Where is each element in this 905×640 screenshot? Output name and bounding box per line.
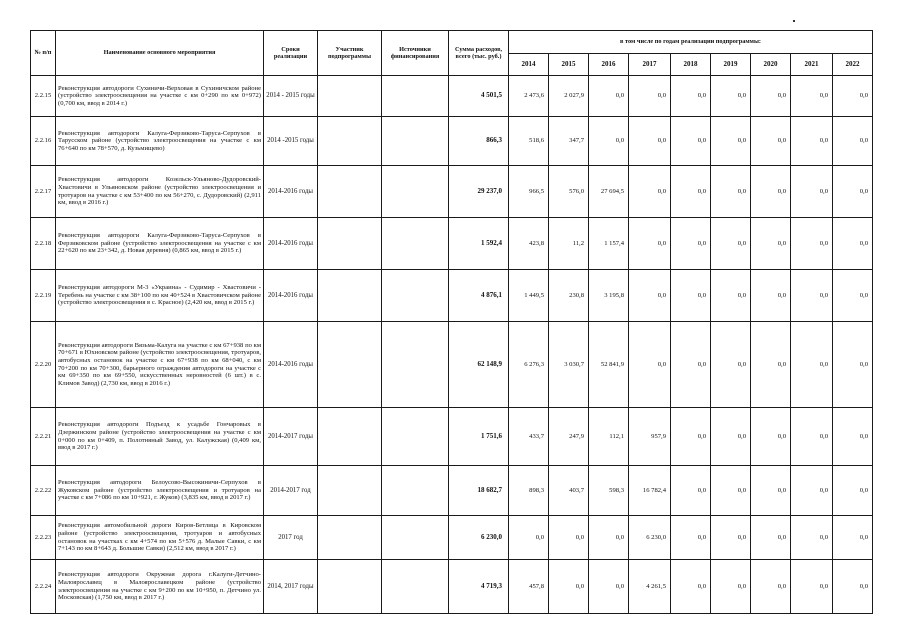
year-value-2019: 0,0 — [711, 166, 751, 218]
event-participant — [318, 76, 382, 117]
event-total: 4 876,1 — [449, 270, 509, 322]
year-value-2019: 0,0 — [711, 270, 751, 322]
year-value-2014: 518,6 — [509, 117, 549, 166]
event-period: 2014-2017 год — [264, 466, 318, 516]
event-sources — [382, 117, 449, 166]
event-sources — [382, 270, 449, 322]
event-total: 6 230,0 — [449, 516, 509, 560]
event-participant — [318, 218, 382, 270]
year-value-2016: 598,3 — [589, 466, 629, 516]
year-value-2017: 0,0 — [629, 117, 671, 166]
year-value-2020: 0,0 — [751, 76, 791, 117]
event-sources — [382, 218, 449, 270]
year-value-2016: 0,0 — [589, 560, 629, 614]
year-value-2017: 0,0 — [629, 322, 671, 408]
year-header-2016: 2016 — [589, 54, 629, 76]
table-row — [31, 466, 873, 516]
year-header-2019: 2019 — [711, 54, 751, 76]
event-period: 2017 год — [264, 516, 318, 560]
year-value-2014: 966,5 — [509, 166, 549, 218]
event-name: Реконструкция автомобильной дороги Киров-Бетлица в Кировском районе (устройство электроосвещения, тротуаров и автобусных остановок на участках с км 4+574 по км 5+576 д. Малые Савки, с км 7+143 по км 8+643 д. Большие Савки) (2,512 км, ввод в 2017 г.) — [56, 516, 264, 560]
year-value-2015: 230,8 — [549, 270, 589, 322]
year-value-2016: 0,0 — [589, 516, 629, 560]
year-value-2018: 0,0 — [671, 270, 711, 322]
year-value-2020: 0,0 — [751, 117, 791, 166]
event-sources — [382, 408, 449, 466]
year-value-2020: 0,0 — [751, 166, 791, 218]
year-value-2014: 0,0 — [509, 516, 549, 560]
year-value-2019: 0,0 — [711, 408, 751, 466]
table-row — [31, 322, 873, 408]
event-participant — [318, 408, 382, 466]
year-value-2016: 112,1 — [589, 408, 629, 466]
year-value-2014: 6 276,3 — [509, 322, 549, 408]
events-table — [30, 30, 873, 614]
year-value-2022: 0,0 — [833, 270, 873, 322]
header-row-top — [31, 31, 873, 54]
year-value-2014: 457,8 — [509, 560, 549, 614]
event-name: Реконструкция автодороги Калуга-Ферзиково-Таруса-Серпухов в Ферзиковском районе (устройство электроосвещения на участке с км 22+620 по км 23+342, д. Новая деревня) (0,865 км, ввод в 2015 г.) — [56, 218, 264, 270]
event-name: Реконструкция автодороги Вязьма-Калуга на участке с км 67+938 по км 70+671 в Юхновском районе (устройство электроосвещения, тротуаров, автобусных остановок на участке с км 67+938 по км 68+040, с км 70+200 по км 70+300, барьерного ограждения автодороги на участке с км 69+350 по км 69+550, искусственных неровностей (6 шт.) в с. Климов Завод) (2,730 км, ввод в 2016 г.) — [56, 322, 264, 408]
year-value-2022: 0,0 — [833, 117, 873, 166]
year-value-2020: 0,0 — [751, 218, 791, 270]
year-value-2022: 0,0 — [833, 516, 873, 560]
event-period: 2014, 2017 годы — [264, 560, 318, 614]
year-header-2022: 2022 — [833, 54, 873, 76]
table-row — [31, 516, 873, 560]
year-value-2015: 3 030,7 — [549, 322, 589, 408]
event-participant — [318, 516, 382, 560]
year-value-2018: 0,0 — [671, 516, 711, 560]
event-name: Реконструкция автодороги Белоусово-Высокиничи-Серпухов в Жуковском районе (устройство электроосвещения и тротуаров на участке с км 7+086 по км 10+921, г. Жуков) (3,835 км, ввод в 2017 г.) — [56, 466, 264, 516]
year-value-2018: 0,0 — [671, 560, 711, 614]
year-header-2015: 2015 — [549, 54, 589, 76]
event-total: 1 592,4 — [449, 218, 509, 270]
event-period: 2014-2017 годы — [264, 408, 318, 466]
year-value-2019: 0,0 — [711, 516, 751, 560]
year-value-2019: 0,0 — [711, 76, 751, 117]
event-participant — [318, 560, 382, 614]
event-sources — [382, 322, 449, 408]
year-value-2017: 0,0 — [629, 166, 671, 218]
event-participant — [318, 466, 382, 516]
year-header-2021: 2021 — [791, 54, 833, 76]
event-sources — [382, 76, 449, 117]
events-table-body — [31, 76, 873, 614]
table-row — [31, 76, 873, 117]
year-value-2017: 0,0 — [629, 270, 671, 322]
col-sources-header: Источники финансирования — [382, 31, 449, 76]
row-number: 2.2.23 — [31, 516, 56, 560]
year-value-2014: 2 473,6 — [509, 76, 549, 117]
year-value-2018: 0,0 — [671, 166, 711, 218]
year-value-2020: 0,0 — [751, 516, 791, 560]
year-value-2016: 3 195,8 — [589, 270, 629, 322]
row-number: 2.2.17 — [31, 166, 56, 218]
event-name: Реконструкция автодороги Сухиничи-Верховая в Сухиничском районе (устройство электроосвещения на участке с км 0+290 по км 0+972) (0,700 км, ввод в 2014 г.) — [56, 76, 264, 117]
year-value-2016: 52 841,9 — [589, 322, 629, 408]
year-value-2021: 0,0 — [791, 322, 833, 408]
year-value-2022: 0,0 — [833, 466, 873, 516]
year-value-2018: 0,0 — [671, 76, 711, 117]
event-sources — [382, 466, 449, 516]
year-value-2018: 0,0 — [671, 466, 711, 516]
event-total: 1 751,6 — [449, 408, 509, 466]
year-value-2021: 0,0 — [791, 270, 833, 322]
event-participant — [318, 166, 382, 218]
year-value-2018: 0,0 — [671, 408, 711, 466]
year-value-2019: 0,0 — [711, 322, 751, 408]
year-value-2022: 0,0 — [833, 560, 873, 614]
event-period: 2014-2016 годы — [264, 166, 318, 218]
event-sources — [382, 166, 449, 218]
year-value-2014: 433,7 — [509, 408, 549, 466]
year-value-2022: 0,0 — [833, 166, 873, 218]
year-value-2017: 0,0 — [629, 218, 671, 270]
year-value-2021: 0,0 — [791, 516, 833, 560]
event-total: 29 237,0 — [449, 166, 509, 218]
year-value-2020: 0,0 — [751, 466, 791, 516]
row-number: 2.2.15 — [31, 76, 56, 117]
year-value-2018: 0,0 — [671, 117, 711, 166]
year-header-2018: 2018 — [671, 54, 711, 76]
year-value-2021: 0,0 — [791, 166, 833, 218]
event-participant — [318, 270, 382, 322]
event-total: 866,3 — [449, 117, 509, 166]
col-participant-header: Участник подпрограммы — [318, 31, 382, 76]
year-value-2016: 0,0 — [589, 76, 629, 117]
event-total: 62 148,9 — [449, 322, 509, 408]
table-row — [31, 270, 873, 322]
year-value-2016: 27 694,5 — [589, 166, 629, 218]
year-value-2015: 0,0 — [549, 516, 589, 560]
year-value-2015: 247,9 — [549, 408, 589, 466]
year-value-2015: 11,2 — [549, 218, 589, 270]
year-value-2017: 6 230,0 — [629, 516, 671, 560]
event-period: 2014-2016 годы — [264, 270, 318, 322]
year-value-2018: 0,0 — [671, 218, 711, 270]
year-value-2019: 0,0 — [711, 560, 751, 614]
table-row — [31, 117, 873, 166]
event-name: Реконструкция автодороги Окружная дорога г.Калуги-Детчино-Малоярославец в Малоярославецком районе (устройство электроосвещения на участке с км 9+200 по км 10+950, п. Детчино ул. Московская) (1,750 км, ввод в 2017 г.) — [56, 560, 264, 614]
col-period-header: Сроки реализации — [264, 31, 318, 76]
year-value-2021: 0,0 — [791, 218, 833, 270]
year-value-2015: 403,7 — [549, 466, 589, 516]
year-value-2022: 0,0 — [833, 76, 873, 117]
table-row — [31, 166, 873, 218]
row-number: 2.2.21 — [31, 408, 56, 466]
table-row — [31, 408, 873, 466]
year-value-2022: 0,0 — [833, 408, 873, 466]
row-number: 2.2.16 — [31, 117, 56, 166]
year-value-2017: 16 782,4 — [629, 466, 671, 516]
row-number: 2.2.24 — [31, 560, 56, 614]
year-value-2017: 957,9 — [629, 408, 671, 466]
event-sources — [382, 560, 449, 614]
year-value-2016: 1 157,4 — [589, 218, 629, 270]
year-value-2021: 0,0 — [791, 466, 833, 516]
col-num-header: № п/п — [31, 31, 56, 76]
event-period: 2014-2016 годы — [264, 218, 318, 270]
year-value-2014: 898,3 — [509, 466, 549, 516]
year-value-2014: 1 449,5 — [509, 270, 549, 322]
year-value-2017: 0,0 — [629, 76, 671, 117]
year-value-2015: 347,7 — [549, 117, 589, 166]
year-header-2020: 2020 — [751, 54, 791, 76]
year-value-2014: 423,8 — [509, 218, 549, 270]
event-participant — [318, 117, 382, 166]
event-period: 2014 -2015 годы — [264, 117, 318, 166]
event-name: Реконструкция автодороги М-3 «Украина» - Судимир - Хвастовичи - Теребень на участке с км 38+100 по км 40+524 в Хвастовичском районе (устройство электроосвещения в с. Красное) (2,420 км, ввод в 2015 г.) — [56, 270, 264, 322]
event-name: Реконструкция автодороги Подъезд к усадьбе Гончаровых в Дзержинском районе (устройство электроосвещения на участке с км 0+000 по км 0+409, п. Полотняный Завод, ул. Калужская) (0,409 км, ввод в 2017 г.) — [56, 408, 264, 466]
year-value-2015: 2 027,9 — [549, 76, 589, 117]
year-value-2021: 0,0 — [791, 117, 833, 166]
event-sources — [382, 516, 449, 560]
row-number: 2.2.20 — [31, 322, 56, 408]
year-value-2019: 0,0 — [711, 466, 751, 516]
table-row — [31, 560, 873, 614]
event-total: 4 501,5 — [449, 76, 509, 117]
row-number: 2.2.18 — [31, 218, 56, 270]
year-value-2015: 0,0 — [549, 560, 589, 614]
event-total: 18 682,7 — [449, 466, 509, 516]
event-name: Реконструкция автодороги Калуга-Ферзиково-Таруса-Серпухов в Тарусском районе (устройство электроосвещения на участке с км 76+640 по км 78+570, д. Кузьмищево) — [56, 117, 264, 166]
col-name-header: Наименование основного мероприятия — [56, 31, 264, 76]
year-value-2019: 0,0 — [711, 218, 751, 270]
year-value-2021: 0,0 — [791, 560, 833, 614]
col-total-header: Сумма расходов, всего (тыс. руб.) — [449, 31, 509, 76]
col-by-years-header: в том числе по годам реализации подпрограммы: — [509, 31, 873, 54]
year-header-2014: 2014 — [509, 54, 549, 76]
year-value-2017: 4 261,5 — [629, 560, 671, 614]
row-number: 2.2.19 — [31, 270, 56, 322]
scan-speck — [793, 20, 795, 22]
year-header-2017: 2017 — [629, 54, 671, 76]
year-value-2015: 576,0 — [549, 166, 589, 218]
year-value-2020: 0,0 — [751, 322, 791, 408]
year-value-2020: 0,0 — [751, 560, 791, 614]
table-row — [31, 218, 873, 270]
year-value-2020: 0,0 — [751, 408, 791, 466]
year-value-2021: 0,0 — [791, 408, 833, 466]
year-value-2019: 0,0 — [711, 117, 751, 166]
year-value-2021: 0,0 — [791, 76, 833, 117]
year-value-2020: 0,0 — [751, 270, 791, 322]
event-period: 2014-2016 годы — [264, 322, 318, 408]
year-value-2022: 0,0 — [833, 322, 873, 408]
event-period: 2014 - 2015 годы — [264, 76, 318, 117]
year-value-2016: 0,0 — [589, 117, 629, 166]
event-name: Реконструкция автодороги Козельск-Ульяново-Дудоровский-Хвастовичи в Ульяновском районе (устройство электроосвещения и тротуаров на участке с км 53+400 по км 56+270, с. Дудоровский) (2,911 км, ввод в 2016 г.) — [56, 166, 264, 218]
event-total: 4 719,3 — [449, 560, 509, 614]
year-value-2022: 0,0 — [833, 218, 873, 270]
event-participant — [318, 322, 382, 408]
row-number: 2.2.22 — [31, 466, 56, 516]
year-value-2018: 0,0 — [671, 322, 711, 408]
document-sheet — [30, 30, 873, 614]
